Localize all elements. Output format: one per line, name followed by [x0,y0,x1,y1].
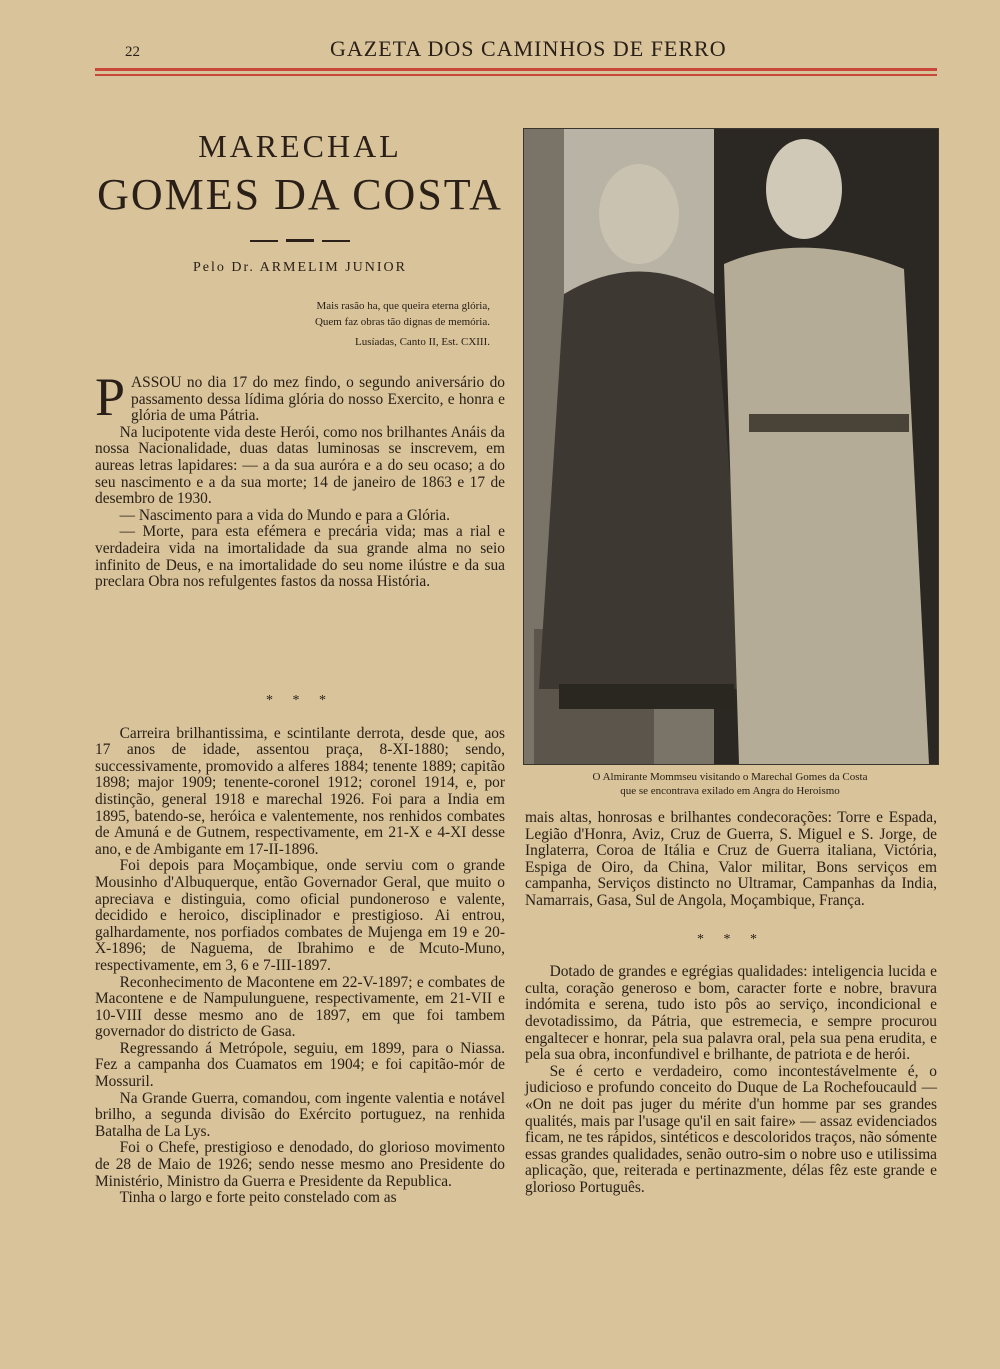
left-column-b [95,693,505,1207]
left-column-a [95,367,505,591]
article-title-line1: MARECHAL [198,128,402,164]
separator: * * * [266,693,334,708]
epigraph-line: Mais rasão ha, que queira eterna glória, [316,300,490,312]
byline: Pelo Dr. ARMELIM JUNIOR [192,260,407,275]
paragraph: Se é certo e verdadeiro, como incontestávelmente é, o judicioso e profundo conceito do Duque de La Rochefoucauld — «On ne doit pas juger du mérite d'un homme par ses grandes qualités, mais par l'usage qu'il en sait faire» — assaz evidenciados ficam, ne tes rápidos, sintéticos e descoloridos traços, não sómente essas grandes qualidades, senão outro-sim o nobre uso e utilissima aplicação, que, reiterada e pertinazmente, délas fêz este grande e glorioso Português. [525,1062,937,1196]
epigraph [250,298,490,350]
paragraph: Regressando á Metrópole, seguiu, em 1899, para o Niassa. Fez a campanha dos Cuamatos em 1904; e foi capitão-mór de Mossuril. [95,1039,505,1091]
paragraph: Foi o Chefe, prestigioso e denodado, do glorioso movimento de 28 de Maio de 1926; sendo nesse mesmo ano Presidente do Ministério, Ministro da Guerra e Presidente da Republica. [95,1139,505,1190]
paragraph: Carreira brilhantissima, e scintilante derrota, desde que, aos 17 anos de idade, assentou praça, 8-XI-1880; sendo, successivamente, promovido a alferes 1884; tenente 1889; capitão 1898; major 1909; tenente-coronel 1912; coronel 1914, e, por distinção, general 1918 e marechal 1926. Foi para a India em 1895, batendo-se, heróica e valentemente, nos renhidos combates de Amuná e de Gutnem, respectivamente, em 21-X e 4-XI desse ano, e de Ambigante em 17-II-1896. [95,724,505,858]
paragraph: Na lucipotente vida deste Herói, como nos brilhantes Anáis da nossa Nacionalidade, duas datas luminosas se inscrevem, em aureas letras lapidares: — a da sua auróra e a do seu ocaso; a do seu nascimento e a da sua morte; 14 de janeiro de 1863 e 17 de desembro de 1930. [95,423,505,508]
paragraph: Dotado de grandes e egrégias qualidades: inteligencia lucida e culta, coração generoso e bom, caracter forte e nobre, bravura indómita e serena, tudo isto pôs ao serviço, incondicional e devotadissimo, da Pátria, que estremecia, e sempre procurou engaltecer e honrar, pela sua palavra oral, pela sua pena erudita, e pela sua obra, inconfundivel e brilhante, de patriota e de herói. [525,963,937,1064]
paragraph: PASSOU no dia 17 do mez findo, o segundo aniversário do passamento dessa lídima glória do nosso Exercito, e honra e glória de uma Pátria. [95,367,505,427]
article-photo [523,128,939,765]
photo-caption [523,770,937,798]
right-column [525,810,937,1196]
header-rule-thin [95,74,937,76]
paragraph: Foi depois para Moçambique, onde serviu com o grande Mousinho d'Albuquerque, então Governador Geral, que muito o apreciava e distinguia, como oficial pundoneroso e valente, decidido e heroico, disciplinador e prestigioso. Ai entrou, galhardamente, nos porfiados combates de Mujenga em 19 e 20-X-1896; de Naguema, de Ibrahimo e de Mcuto-Muno, respectivamente, em 3, 6 e 7-III-1897. [95,857,505,974]
paragraph: Reconhecimento de Macontene em 22-V-1897; e combates de Macontene e de Nampulunguene, respectivamente, em 21-VII e 10-VIII desse mesmo ano de 1897, em que foi tambem governador do districto de Gasa. [95,973,505,1041]
running-title: GAZETA DOS CAMINHOS DE FERRO [330,36,727,61]
photo-illustration [524,129,938,764]
separator: * * * [697,931,765,947]
caption-line: O Almirante Mommseu visitando o Marechal Gomes da Costa [592,771,868,783]
paragraph: mais altas, honrosas e brilhantes condecorações: Torre e Espada, Legião d'Honra, Aviz, Cruz de Guerra, S. Miguel e S. Jorge, de Inglaterra, Coroa de Itália e Cruz de Guerra italiana, Victória, Espiga de Oiro, da China, Valor militar, Bons serviços em campanha, Serviços distincto no Ultramar, Campanhas da India, Namarrais, Gasa, Sul de Angola, Moçambique, França. [525,809,937,909]
paragraph: — Nascimento para a vida do Mundo e para a Glória. [119,506,450,524]
epigraph-source: Lusíadas, Canto II, Est. CXIII. [354,336,490,348]
caption-line: que se encontrava exilado em Angra do Heroismo [620,785,840,797]
paragraph: — Morte, para esta efémera e precária vida; mas a rial e verdadeira vida na imortalidade da sua grande alma no seio infinito de Deus, e na imortalidade do seu nome ilústre e da sua preclara Obra nos refulgentes fastos da nossa História. [95,523,505,591]
page-number: 22 [125,44,140,60]
dropcap: P [95,367,126,427]
article-title-line2: GOMES DA COSTA [97,170,503,219]
article-title-block [95,120,505,276]
paragraph: Tinha o largo e forte peito constelado com as [119,1189,397,1207]
paragraph: Na Grande Guerra, comandou, com ingente valentia e notável brilho, a segunda divisão do Exército portuguez, na renhida Batalha de La Lys. [95,1089,505,1140]
epigraph-line: Quem faz obras tão dignas de memória. [314,316,490,328]
title-ornament [250,234,350,248]
header-rule [95,68,937,71]
